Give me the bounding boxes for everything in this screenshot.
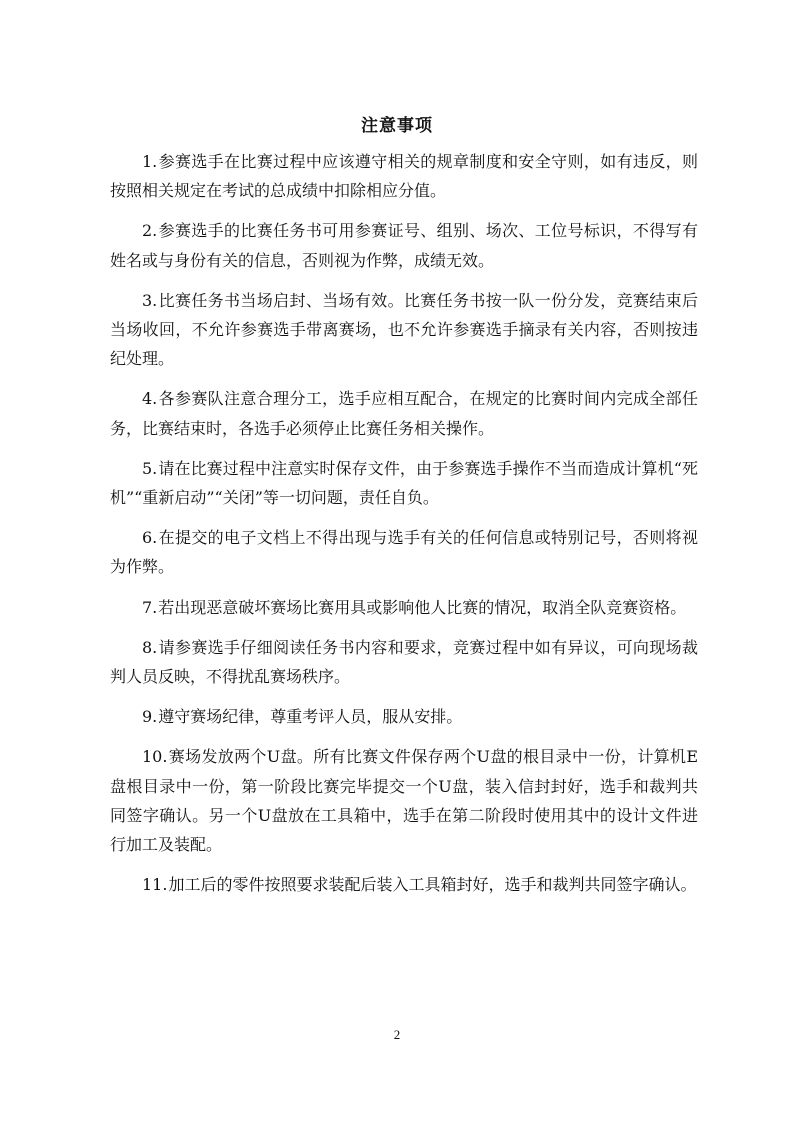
item-text: 遵守赛场纪律，尊重考评人员，服从安排。 <box>158 707 463 727</box>
notice-item <box>110 286 698 374</box>
item-text: 比赛任务书当场启封、当场有效。比赛任务书按一队一份分发，竞赛结束后当场收回，不允许参赛选手带离赛场，也不允许参赛选手摘录有关内容，否则按违纪处理。 <box>110 290 698 369</box>
notice-item <box>110 593 698 622</box>
notice-item <box>110 523 698 581</box>
notice-list <box>110 147 698 910</box>
item-number: 9. <box>142 707 158 727</box>
item-text: 参赛选手在比赛过程中应该遵守相关的规章制度和安全守则，如有违反，则按照相关规定在考试的总成绩中扣除相应分值。 <box>110 152 698 201</box>
item-number: 11. <box>142 875 168 895</box>
item-text: 各参赛队注意合理分工，选手应相互配合，在规定的比赛时间内完成全部任务，比赛结束时，各选手必须停止比赛任务相关操作。 <box>110 389 698 438</box>
item-number: 6. <box>142 528 158 548</box>
item-number: 7. <box>142 597 158 617</box>
notice-item <box>110 633 698 691</box>
item-text: 赛场发放两个U盘。所有比赛文件保存两个U盘的根目录中一份，计算机E盘根目录中一份，第一阶段比赛完毕提交一个U盘，装入信封封好，选手和裁判共同签字确认。另一个U盘放在工具箱中，选手在第二阶段时使用其中的设计文件进行加工及装配。 <box>110 747 698 855</box>
item-text: 参赛选手的比赛任务书可用参赛证号、组别、场次、工位号标识，不得写有姓名或与身份有关的信息，否则视为作弊，成绩无效。 <box>110 221 698 270</box>
item-number: 1. <box>142 152 158 171</box>
notice-item <box>110 384 698 442</box>
item-text: 请参赛选手仔细阅读任务书内容和要求，竞赛过程中如有异议，可向现场裁判人员反映，不得扰乱赛场秩序。 <box>110 637 698 687</box>
item-number: 3. <box>142 290 158 310</box>
notice-item <box>110 742 698 859</box>
item-number: 5. <box>142 458 158 478</box>
item-text: 加工后的零件按照要求装配后装入工具箱封好，选手和裁判共同签字确认。 <box>168 875 697 895</box>
item-text: 请在比赛过程中注意实时保存文件，由于参赛选手操作不当而造成计算机“死机”“重新启动”“关闭”等一切问题，责任自负。 <box>110 458 698 508</box>
notice-item <box>110 870 698 899</box>
item-number: 2. <box>142 221 158 241</box>
item-number: 8. <box>142 637 158 657</box>
page-title: 注意事项 <box>361 116 433 136</box>
item-text: 若出现恶意破坏赛场比赛用具或影响他人比赛的情况，取消全队竞赛资格。 <box>158 597 687 617</box>
page-number: 2 <box>393 1027 401 1042</box>
item-number: 10. <box>142 747 168 767</box>
notice-item <box>110 216 698 274</box>
item-number: 4. <box>142 389 158 409</box>
notice-item <box>110 702 698 731</box>
notice-item <box>110 454 698 512</box>
item-text: 在提交的电子文档上不得出现与选手有关的任何信息或特别记号，否则将视为作弊。 <box>110 528 698 577</box>
notice-item <box>110 147 698 205</box>
